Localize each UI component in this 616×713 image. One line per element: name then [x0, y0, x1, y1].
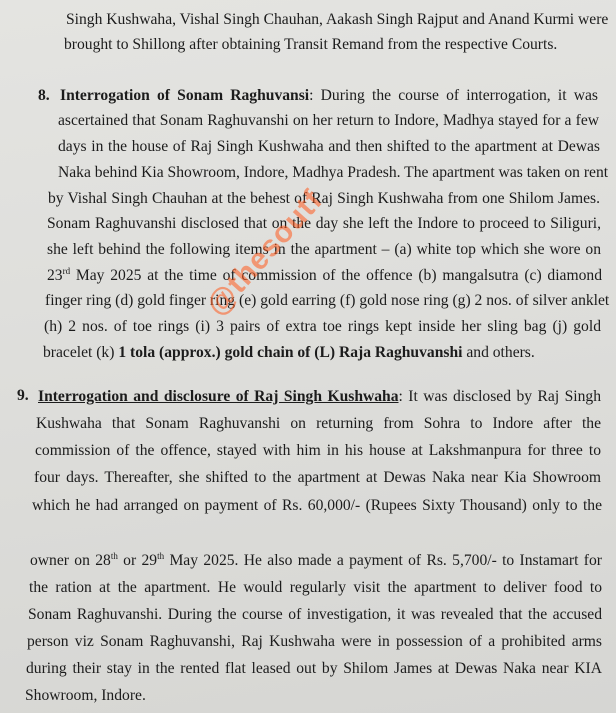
section-8-line: days in the house of Raj Singh Kushwaha and then shifted to the apartment at Dewas: [58, 138, 600, 155]
section-8-last-pre: bracelet (k): [43, 344, 119, 361]
section-8-line: she left behind the following items in the apartment – (a) white top which she wore on: [47, 241, 601, 258]
section-9-owner-pre: owner on 28: [30, 552, 111, 569]
section-8-line: finger ring (d) gold finger ring (e) gold earring (f) gold nose ring (g) 2 nos. of silver anklet: [45, 292, 610, 309]
section-8-line: [47, 266, 602, 286]
section-8-line: Sonam Raghuvanshi disclosed that on the day she left the Indore to proceed to Siliguri,: [47, 215, 601, 232]
section-8-heading: Interrogation of Sonam Raghuvansi: [60, 87, 310, 104]
section-8-date-suffix: rd: [62, 266, 71, 276]
section-8-last-post: and others.: [462, 344, 535, 361]
section-8-date-rest: May 2025 at the time of commission of the offence (b) mangalsutra (c) diamond: [70, 267, 602, 284]
section-9-line: four days. Thereafter, she shifted to the apartment at Dewas Naka near Kia Showroom: [34, 469, 601, 486]
section-9-line: Kushwaha that Sonam Raghuvanshi on returning from Sohra to Indore after the: [36, 415, 601, 432]
section-8-line: ascertained that Sonam Raghuvanshi on her return to Indore, Madhya stayed for a few: [58, 112, 599, 129]
section-9-owner-mid: or 29: [117, 552, 158, 569]
section-9-owner-sup2: th: [157, 551, 165, 561]
section-9-line: person viz Sonam Raghuvanshi, Raj Kushwaha were in possession of a prohibited arms: [27, 633, 602, 650]
section-9-line: commission of the offence, stayed with him in his house at Lakshmanpura for three to: [35, 442, 601, 459]
section-9-owner-sup1: th: [110, 551, 118, 561]
section-9-line: during their stay in the rented flat leased out by Shilom James at Dewas Naka near KIA: [26, 660, 602, 677]
section-8-number: 8.: [38, 87, 50, 104]
top-paragraph-line: brought to Shillong after obtaining Transit Remand from the respective Courts.: [64, 36, 558, 53]
section-9-line: [38, 387, 601, 407]
section-9-heading: Interrogation and disclosure of Raj Singh Kushwaha: [38, 388, 399, 405]
section-9-heading-rest: : It was disclosed by Raj Singh: [398, 388, 601, 405]
section-8-date-day: 23: [47, 267, 63, 284]
section-8-line: Naka behind Kia Showroom, Indore, Madhya Pradesh. The apartment was taken on rent: [58, 164, 609, 181]
section-9-line: Sonam Raghuvanshi. During the course of investigation, it was revealed that the accused: [28, 606, 602, 623]
watermark: @thesoutf: [200, 183, 330, 323]
section-8-line: [43, 343, 535, 363]
top-paragraph-line: Singh Kushwaha, Vishal Singh Chauhan, Aakash Singh Rajput and Anand Kurmi were: [66, 11, 609, 28]
section-8-line: (h) 2 nos. of toe rings (i) 3 pairs of extra toe rings kept inside her sling bag (j) gold: [44, 318, 601, 335]
section-8-last-bold: 1 tola (approx.) gold chain of (L) Raja Raghuvanshi: [118, 344, 463, 361]
section-9-line: the ration at the apartment. He would regularly visit the apartment to deliver food to: [29, 579, 602, 596]
section-8-line: by Vishal Singh Chauhan at the behest of Raj Singh Kushwaha from one Shilom James.: [48, 190, 600, 207]
section-9-owner-post: May 2025. He also made a payment of Rs. 5,700/- to Instamart for: [164, 552, 602, 569]
section-8-line: [60, 86, 598, 106]
section-9-line: which he had arranged on payment of Rs. 60,000/- (Rupees Sixty Thousand) only to the: [32, 497, 602, 514]
section-9-line: [30, 551, 602, 571]
section-8-heading-rest: : During the course of interrogation, it was: [309, 87, 598, 104]
section-9-number: 9.: [17, 387, 29, 404]
section-9-line: Showroom, Indore.: [25, 687, 146, 704]
